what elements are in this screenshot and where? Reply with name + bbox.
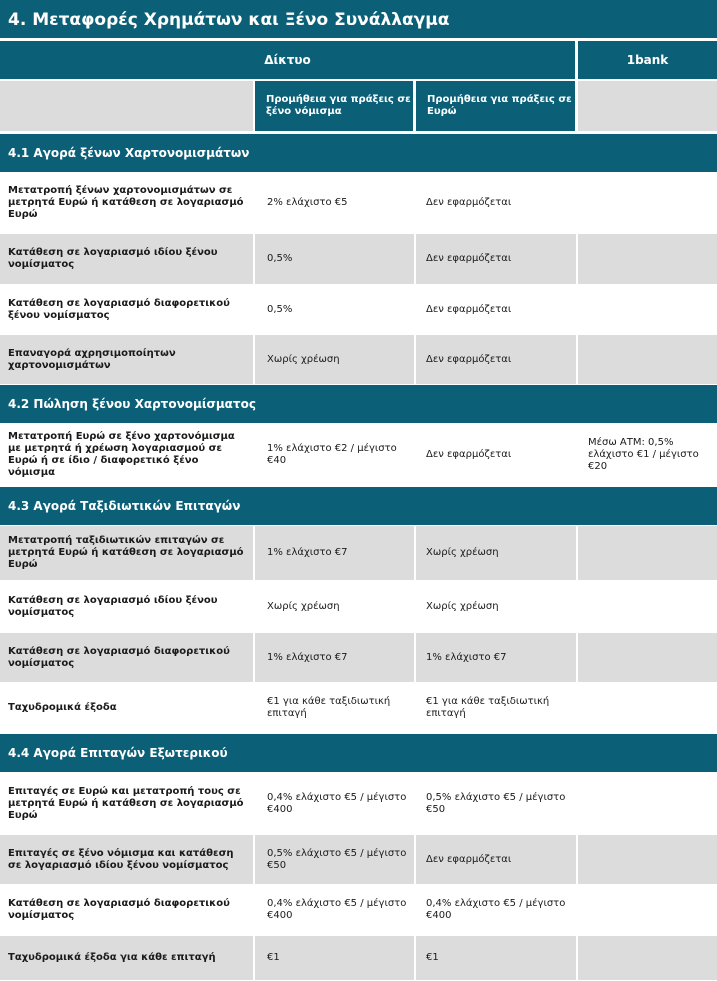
1bank-value (576, 285, 717, 334)
cell-divider (576, 936, 578, 980)
table-row (0, 835, 717, 884)
cell-divider (576, 773, 578, 834)
foreign-fee-value: 0,5% (267, 253, 293, 264)
row-label: Ταχυδρομικά έξοδα (8, 702, 117, 713)
cell-divider (576, 335, 578, 384)
foreign-fee-value: 0,4% ελάχιστο €5 / μέγιστο €400 (267, 791, 407, 815)
row-label: Κατάθεση σε λογαριασμό διαφορετικού ξένου νομίσματος (8, 297, 230, 321)
foreign-fee-value: €1 (267, 952, 280, 963)
euro-fee-value: Δεν εφαρμόζεται (426, 449, 512, 460)
euro-fee-value: Δεν εφαρμόζεται (426, 253, 512, 264)
row-label: Κατάθεση σε λογαριασμό ιδίου ξένου νομίσματος (8, 247, 218, 270)
cell-divider (576, 633, 578, 682)
cell-divider (576, 885, 578, 935)
cell-divider (576, 835, 578, 884)
section-title: 4.4 Αγορά Επιταγών Εξωτερικού (0, 734, 717, 772)
table-row (0, 526, 717, 580)
foreign-fee-value: Χωρίς χρέωση (267, 353, 340, 365)
1bank-value (576, 335, 717, 384)
foreign-fee-value: 1% ελάχιστο €2 / μέγιστο €40 (267, 443, 397, 466)
1bank-value (576, 835, 717, 884)
cell-divider (414, 835, 416, 884)
table-row (0, 936, 717, 980)
foreign-fee-value: 0,5% ελάχιστο €5 / μέγιστο €50 (267, 847, 407, 871)
section-title: 4.3 Αγορά Ταξιδιωτικών Επιταγών (0, 487, 717, 525)
table-row (0, 234, 717, 284)
table-row (0, 581, 717, 632)
foreign-fee-value: Χωρίς χρέωση (267, 600, 340, 612)
cell-divider (576, 683, 578, 733)
cell-divider (576, 285, 578, 334)
foreign-fee-value: 1% ελάχιστο €7 (267, 547, 348, 558)
table-row (0, 633, 717, 682)
table-row (0, 424, 717, 486)
cell-divider (414, 773, 416, 834)
foreign-fee-value: 1% ελάχιστο €7 (267, 651, 348, 663)
euro-fee-value: €1 για κάθε ταξιδιωτική επιταγή (426, 696, 550, 719)
1bank-value (576, 581, 717, 632)
header-network: Δίκτυο (0, 41, 575, 79)
section-title: 4.2 Πώληση ξένου Χαρτονομίσματος (0, 385, 717, 423)
row-label: Επαναγορά αχρησιμοποίητων χαρτονομισμάτων (8, 347, 176, 371)
cell-divider (414, 424, 416, 486)
cell-divider (414, 936, 416, 980)
table-row (0, 885, 717, 935)
cell-divider (414, 335, 416, 384)
1bank-value: Μέσω ΑΤΜ: 0,5% ελάχιστο €1 / μέγιστο €20 (588, 437, 699, 472)
cell-divider (576, 581, 578, 632)
cell-divider (414, 633, 416, 682)
1bank-value (576, 773, 717, 834)
euro-fee-value: 0,4% ελάχιστο €5 / μέγιστο €400 (426, 898, 566, 921)
1bank-value (576, 526, 717, 580)
1bank-value (576, 173, 717, 233)
cell-divider (414, 581, 416, 632)
cell-divider (414, 526, 416, 580)
euro-fee-value: €1 (426, 952, 439, 963)
euro-fee-value: 1% ελάχιστο €7 (426, 651, 507, 663)
row-label: Επιταγές σε ξένο νόμισμα και κατάθεση σε λογαριασμό ιδίου ξένου νομίσματος (8, 847, 234, 871)
foreign-fee-value: 0,4% ελάχιστο €5 / μέγιστο €400 (267, 898, 407, 921)
cell-divider (414, 234, 416, 284)
euro-fee-value: Δεν εφαρμόζεται (426, 353, 512, 365)
row-label: Μετατροπή ταξιδιωτικών επιταγών σε μετρητά Ευρώ ή κατάθεση σε λογαριασμό Ευρώ (8, 535, 244, 570)
header-1bank: 1bank (578, 41, 717, 79)
euro-fee-value: Χωρίς χρέωση (426, 547, 499, 558)
row-label: Μετατροπή ξένων χαρτονομισμάτων σε μετρητά Ευρώ ή κατάθεση σε λογαριασμό Ευρώ (8, 185, 244, 220)
euro-fee-value: Δεν εφαρμόζεται (426, 303, 512, 315)
row-label: Κατάθεση σε λογαριασμό διαφορετικού νομίσματος (8, 645, 230, 669)
table-row (0, 335, 717, 384)
section-title: 4.1 Αγορά ξένων Χαρτονομισμάτων (0, 134, 717, 172)
table-row (0, 773, 717, 834)
cell-divider (576, 234, 578, 284)
1bank-value (576, 633, 717, 682)
header-blank-cell (0, 81, 253, 131)
1bank-value (576, 885, 717, 935)
table-row (0, 173, 717, 233)
euro-fee-value: Δεν εφαρμόζεται (426, 197, 512, 208)
header-foreign-fee: Προμήθεια για πράξεις σε ξένο νόμισμα (255, 81, 413, 131)
foreign-fee-value: 0,5% (267, 303, 293, 315)
foreign-fee-value: €1 για κάθε ταξιδιωτική επιταγή (267, 696, 391, 719)
column-divider (253, 134, 255, 980)
row-label: Κατάθεση σε λογαριασμό διαφορετικού νομίσματος (8, 898, 230, 921)
cell-divider (576, 424, 578, 486)
cell-divider (414, 285, 416, 334)
cell-divider (414, 173, 416, 233)
table-row (0, 285, 717, 334)
cell-divider (576, 173, 578, 233)
row-label: Ταχυδρομικά έξοδα για κάθε επιταγή (8, 952, 216, 963)
1bank-value (576, 234, 717, 284)
page-title: 4. Μεταφορές Χρημάτων και Ξένο Συνάλλαγμα (0, 0, 717, 40)
1bank-value (576, 936, 717, 980)
header-euro-fee: Προμήθεια για πράξεις σε Ευρώ (416, 81, 575, 131)
row-label: Επιταγές σε Ευρώ και μετατροπή τους σε μετρητά Ευρώ ή κατάθεση σε λογαριασμό Ευρώ (8, 785, 244, 821)
euro-fee-value: 0,5% ελάχιστο €5 / μέγιστο €50 (426, 791, 566, 815)
cell-divider (414, 885, 416, 935)
euro-fee-value: Δεν εφαρμόζεται (426, 853, 512, 865)
row-label: Μετατροπή Ευρώ σε ξένο χαρτονόμισμα με μετρητά ή χρέωση λογαριασμού σε Ευρώ ή σε ίδιο / διαφορετικό ξένο νόμισμα (8, 431, 235, 478)
header-1bank-blank-cell (578, 81, 717, 131)
foreign-fee-value: 2% ελάχιστο €5 (267, 197, 348, 208)
cell-divider (576, 526, 578, 580)
row-label: Κατάθεση σε λογαριασμό ιδίου ξένου νομίσματος (8, 594, 218, 618)
table-row (0, 683, 717, 733)
cell-divider (414, 683, 416, 733)
1bank-value (576, 683, 717, 733)
euro-fee-value: Χωρίς χρέωση (426, 600, 499, 612)
